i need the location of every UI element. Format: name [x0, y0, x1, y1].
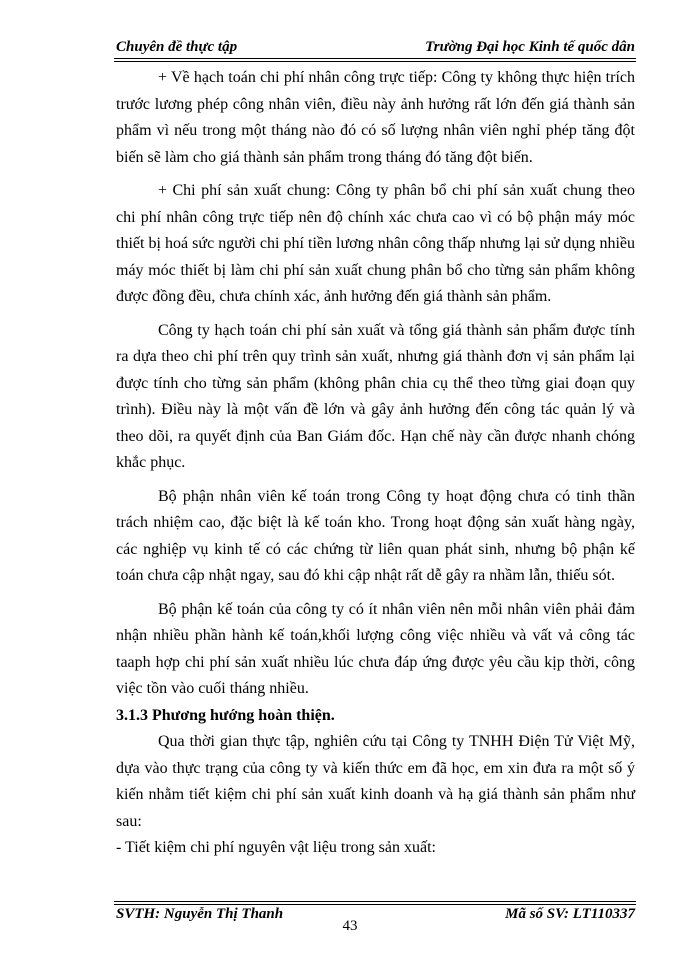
bullet-material-savings: - Tiết kiệm chi phí nguyên vật liệu trong sản xuất:: [116, 839, 436, 856]
header-double-rule: [114, 58, 636, 62]
footer-student-name: SVTH: Nguyễn Thị Thanh: [116, 906, 284, 922]
document-body: [116, 65, 635, 862]
paragraph-overhead: + Chi phí sản xuất chung: Công ty phân bổ chi phí sản xuất chung theo chi phí nhân công trực tiếp nên độ chính xác chưa cao vì có bộ phận máy móc thiết bị hoá sức người chi phí tiền lương nhân công thấp nhưng lại sử dụng nhiều máy móc thiết bị làm chi phí sản xuất chung phân bổ cho từng sản phẩm không được đồng đều, chưa chính xác, ảnh hưởng đến giá thành sản phẩm.: [116, 182, 635, 305]
paragraph-accounting-staff: Bộ phận nhân viên kế toán trong Công ty hoạt động chưa có tinh thần trách nhiệm cao, đặc biệt là kế toán kho. Trong hoạt động sản xuất hàng ngày, các nghiệp vụ kinh tế có các chứng từ liên quan phát sinh, nhưng bộ phận kế toán chưa cập nhật ngay, sau đó khi cập nhật rất dễ gây ra nhầm lẫn, thiếu sót.: [116, 487, 635, 584]
header-university: Trường Đại học Kinh tế quốc dân: [425, 39, 635, 55]
paragraph-workload: Bộ phận kế toán của công ty có ít nhân viên nên mỗi nhân viên phải đảm nhận nhiều phần hành kế toán,khối lượng công việc nhiều và vất vả công tác taaph hợp chi phí sản xuất nhiều lúc chưa đáp ứng được yêu cầu kịp thời, công việc tồn vào cuối tháng nhiều.: [116, 600, 635, 697]
paragraph-proposals: Qua thời gian thực tập, nghiên cứu tại Công ty TNHH Điện Tử Việt Mỹ, dựa vào thực trạng của công ty và kiến thức em đã học, em xin đưa ra một số ý kiến nhằm tiết kiệm chi phí sản xuất kinh doanh và hạ giá thành sản phẩm như sau:: [116, 733, 635, 830]
paragraph-costing: Công ty hạch toán chi phí sản xuất và tổng giá thành sản phẩm được tính ra dựa theo chi phí trên quy trình sản xuất, nhưng giá thành đơn vị sản phẩm lại được tính cho từng sản phẩm (không phân chia cụ thể theo từng giai đoạn quy trình). Điều này là một vấn đề lớn và gây ảnh hưởng đến công tác quản lý và theo dõi, ra quyết định của Ban Giám đốc. Hạn chế này cần được nhanh chóng khắc phục.: [116, 321, 635, 471]
footer-student-id: Mã số SV: LT110337: [505, 906, 635, 922]
page-header: [116, 38, 635, 56]
paragraph-direct-labor: + Về hạch toán chi phí nhân công trực tiếp: Công ty không thực hiện trích trước lương phép công nhân viên, điều này ảnh hưởng rất lớn đến giá thành sản phẩm vì nếu trong một tháng nào đó có số lượng nhân viên nghỉ phép tăng đột biến sẽ làm cho giá thành sản phẩm trong tháng đó tăng đột biến.: [116, 69, 635, 166]
section-heading: 3.1.3 Phương hướng hoàn thiện.: [116, 706, 335, 724]
page-number: 43: [342, 918, 358, 934]
header-course-title: Chuyên đề thực tập: [116, 39, 238, 55]
